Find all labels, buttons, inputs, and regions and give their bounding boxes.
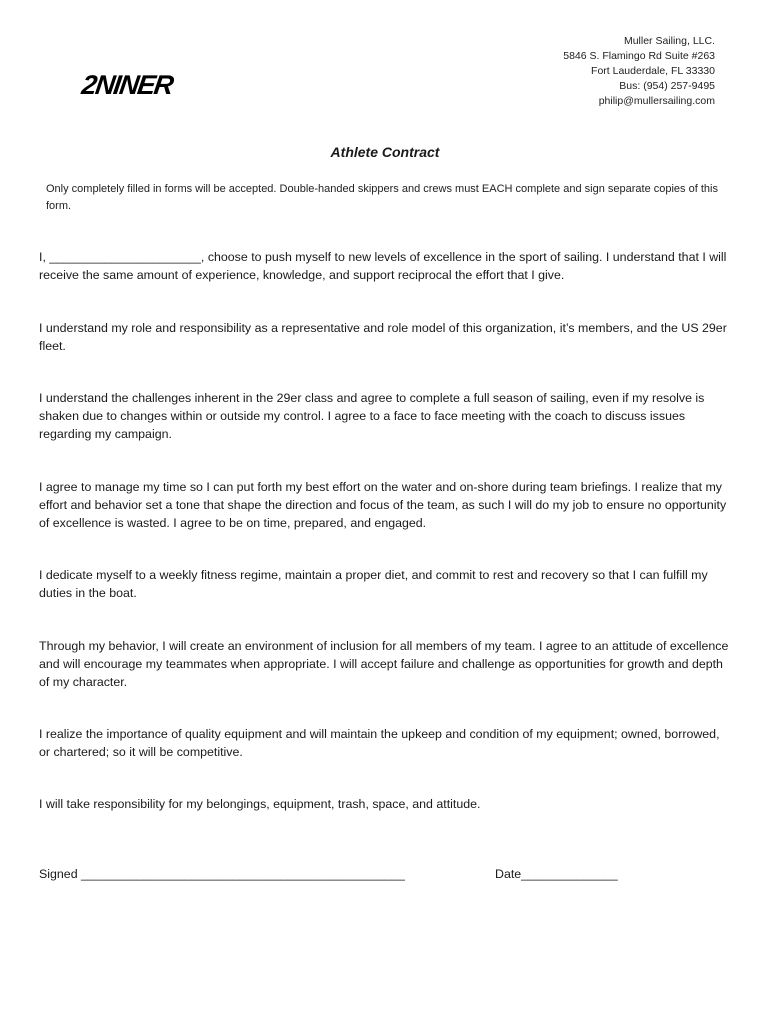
company-phone: Bus: (954) 257-9495 xyxy=(619,80,715,92)
form-notice: Only completely filled in forms will be accepted. Double-handed skippers and crews must EACH complete and sign separate copies of this form. xyxy=(46,183,718,212)
company-city: Fort Lauderdale, FL 33330 xyxy=(591,65,715,77)
date-line[interactable]: Date______________ xyxy=(495,867,618,881)
paragraph-commitment: I, ______________________, choose to push myself to new levels of excellence in the sport of sailing. I understand that I will receive the same amount of experience, knowledge, and support reciprocal the effort that I give. xyxy=(39,250,727,282)
2niner-logo: 2NINER xyxy=(79,70,175,100)
paragraph-behavior: Through my behavior, I will create an environment of inclusion for all members of my team. I agree to an attitude of excellence and will encourage my teammates when appropriate. I will accept failure and challenge as opportunities for growth and depth of my character. xyxy=(39,639,729,689)
company-street: 5846 S. Flamingo Rd Suite #263 xyxy=(563,50,715,62)
paragraph-time-management: I agree to manage my time so I can put forth my best effort on the water and on-shore during team briefings. I realize that my effort and behavior set a tone that shape the direction and focus of the team, as such I will do my job to ensure no opportunity of excellence is wasted. I agree to be on time, prepared, and engaged. xyxy=(39,480,727,530)
document-title: Athlete Contract xyxy=(330,144,440,160)
paragraph-role: I understand my role and responsibility as a representative and role model of this organization, it’s members, and the US 29er fleet. xyxy=(39,321,727,353)
paragraph-equipment: I realize the importance of quality equipment and will maintain the upkeep and condition of my equipment; owned, borrowed, or chartered; so it will be competitive. xyxy=(39,727,720,759)
company-email: philip@mullersailing.com xyxy=(598,95,715,107)
company-name: Muller Sailing, LLC. xyxy=(623,35,715,47)
company-address-block xyxy=(563,34,715,109)
paragraph-fitness: I dedicate myself to a weekly fitness regime, maintain a proper diet, and commit to rest and recovery so that I can fulfill my duties in the boat. xyxy=(39,568,708,600)
paragraph-challenges: I understand the challenges inherent in the 29er class and agree to complete a full season of sailing, even if my resolve is shaken due to changes within or outside my control. I agree to a face to face meeting with the coach to discuss issues regarding my campaign. xyxy=(39,391,705,441)
signature-line[interactable]: Signed _______________________________________________ xyxy=(39,867,405,881)
paragraph-responsibility: I will take responsibility for my belongings, equipment, trash, space, and attitude. xyxy=(39,797,481,811)
